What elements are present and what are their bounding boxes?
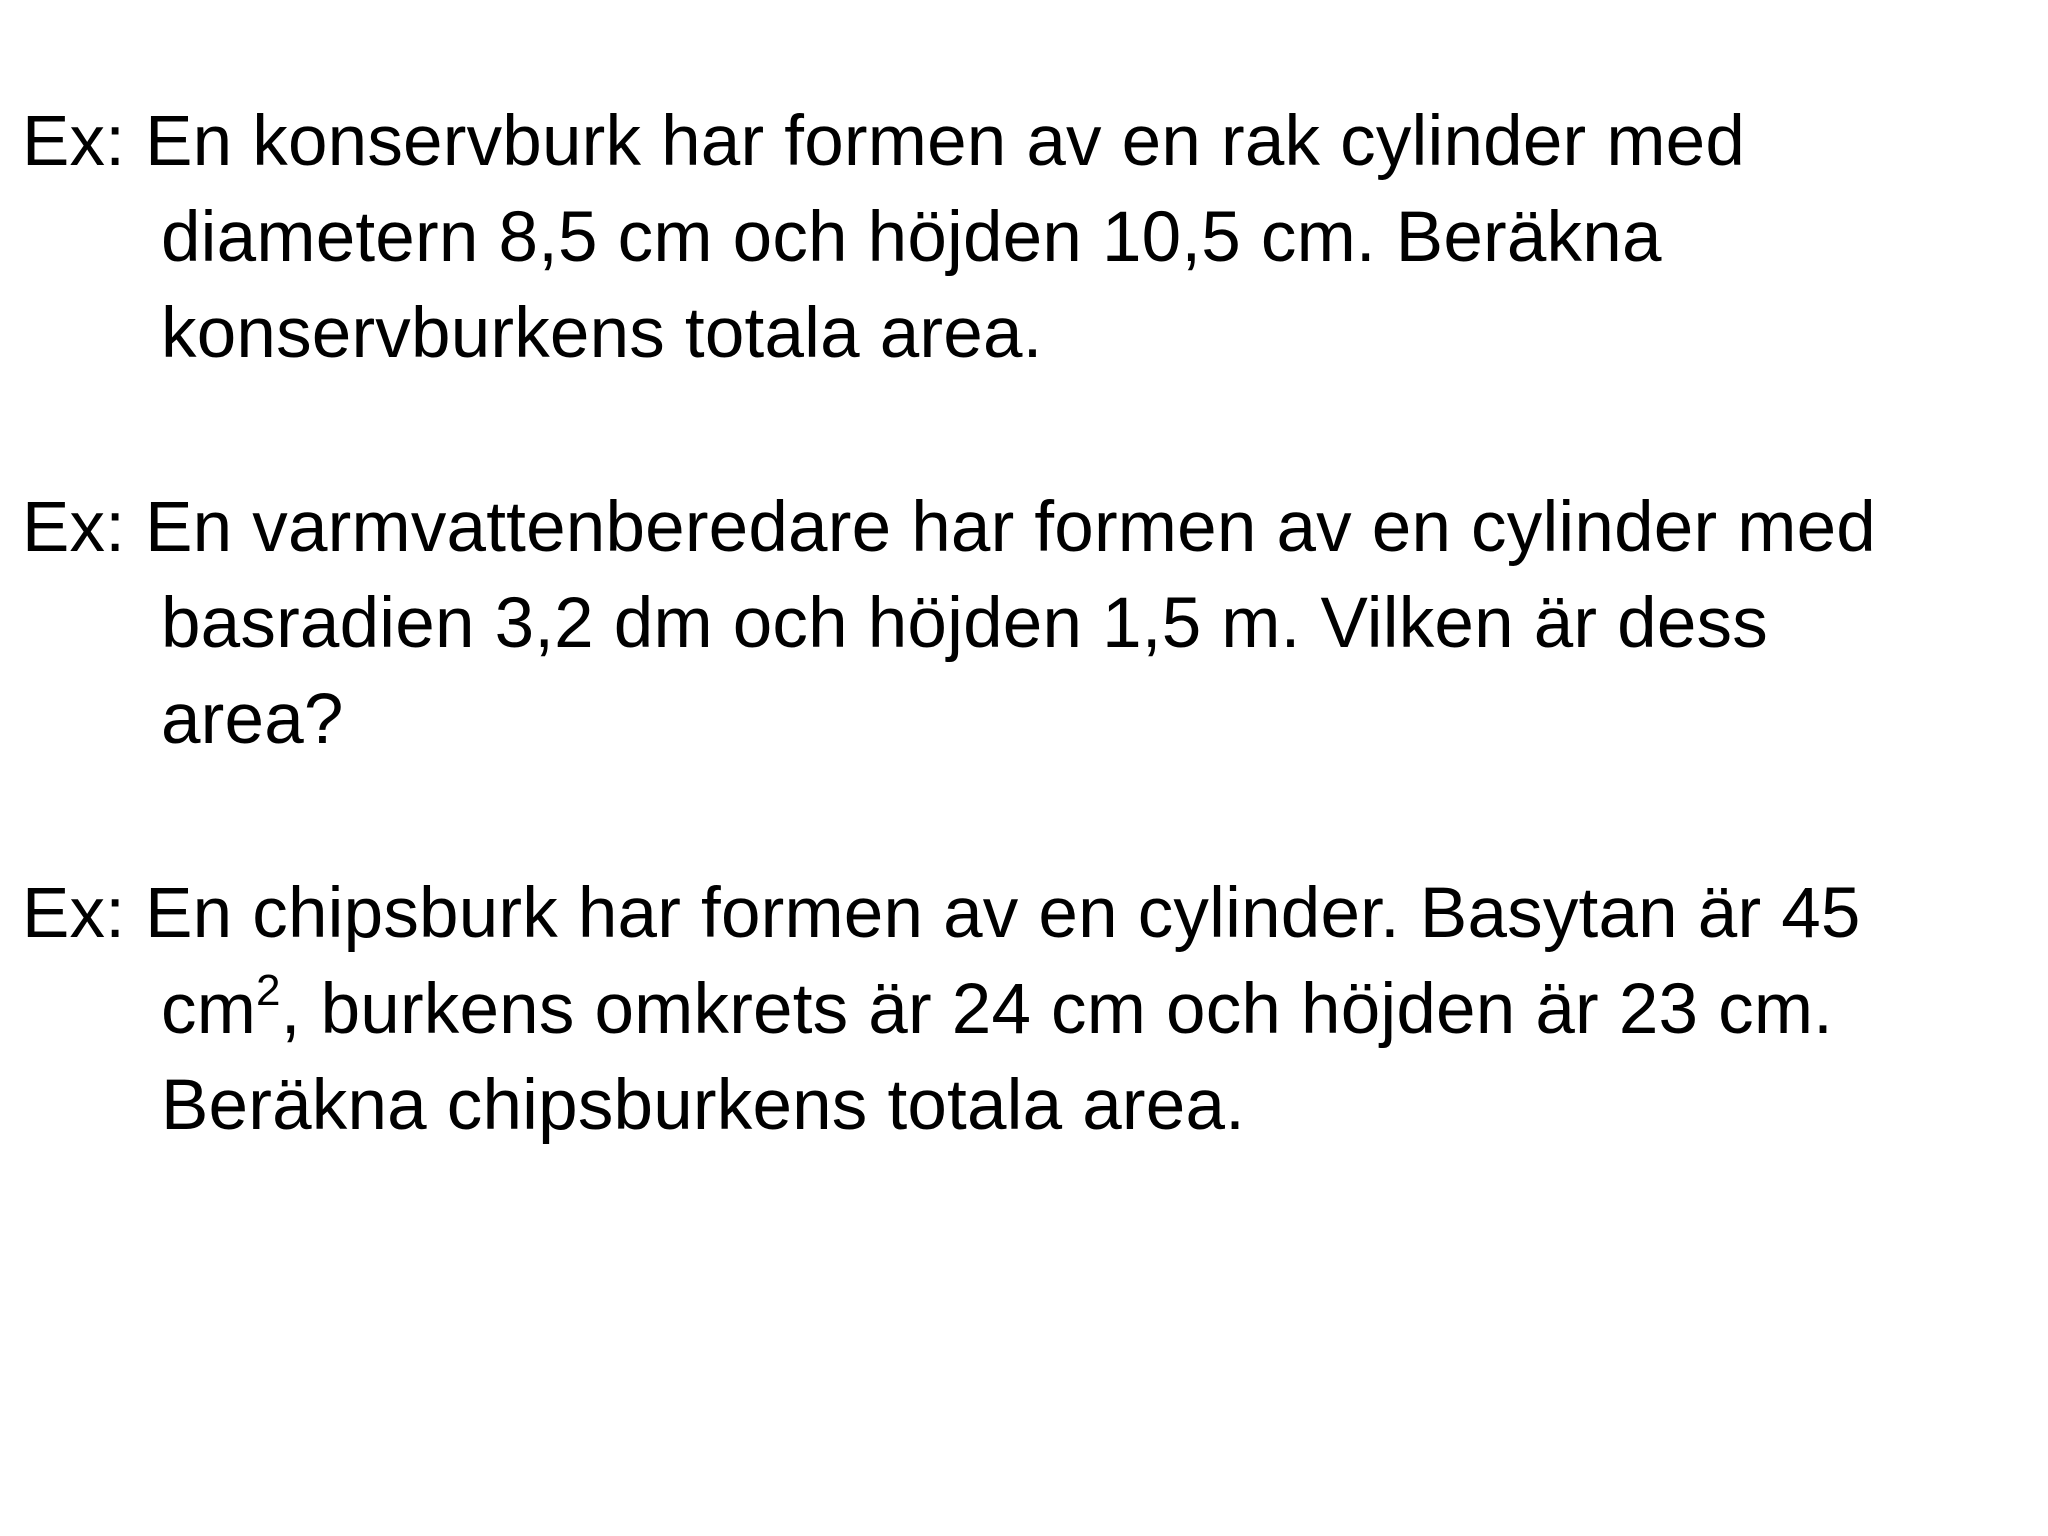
- example-1-line-1: Ex: En konservburk har formen av en rak cylinder med: [22, 102, 1746, 181]
- example-3-line-3: Beräkna chipsburkens totala area.: [161, 1066, 1246, 1145]
- example-3-line-2-rest: , burkens omkrets är 24 cm och höjden är 23 cm.: [280, 970, 1834, 1049]
- example-1-line-3: konservburkens totala area.: [161, 294, 1043, 373]
- example-3-line-1: Ex: En chipsburk har formen av en cylinder. Basytan är 45: [22, 874, 1861, 953]
- unit-cm: cm: [161, 970, 257, 1049]
- example-3-line-2: [161, 962, 1833, 1058]
- example-2-line-1: Ex: En varmvattenberedare har formen av en cylinder med: [22, 488, 1876, 567]
- unit-exponent: 2: [256, 966, 281, 1015]
- example-2-line-3: area?: [161, 680, 344, 759]
- example-2-line-2: basradien 3,2 dm och höjden 1,5 m. Vilken är dess: [161, 584, 1768, 663]
- example-1-line-2: diametern 8,5 cm och höjden 10,5 cm. Beräkna: [161, 198, 1662, 277]
